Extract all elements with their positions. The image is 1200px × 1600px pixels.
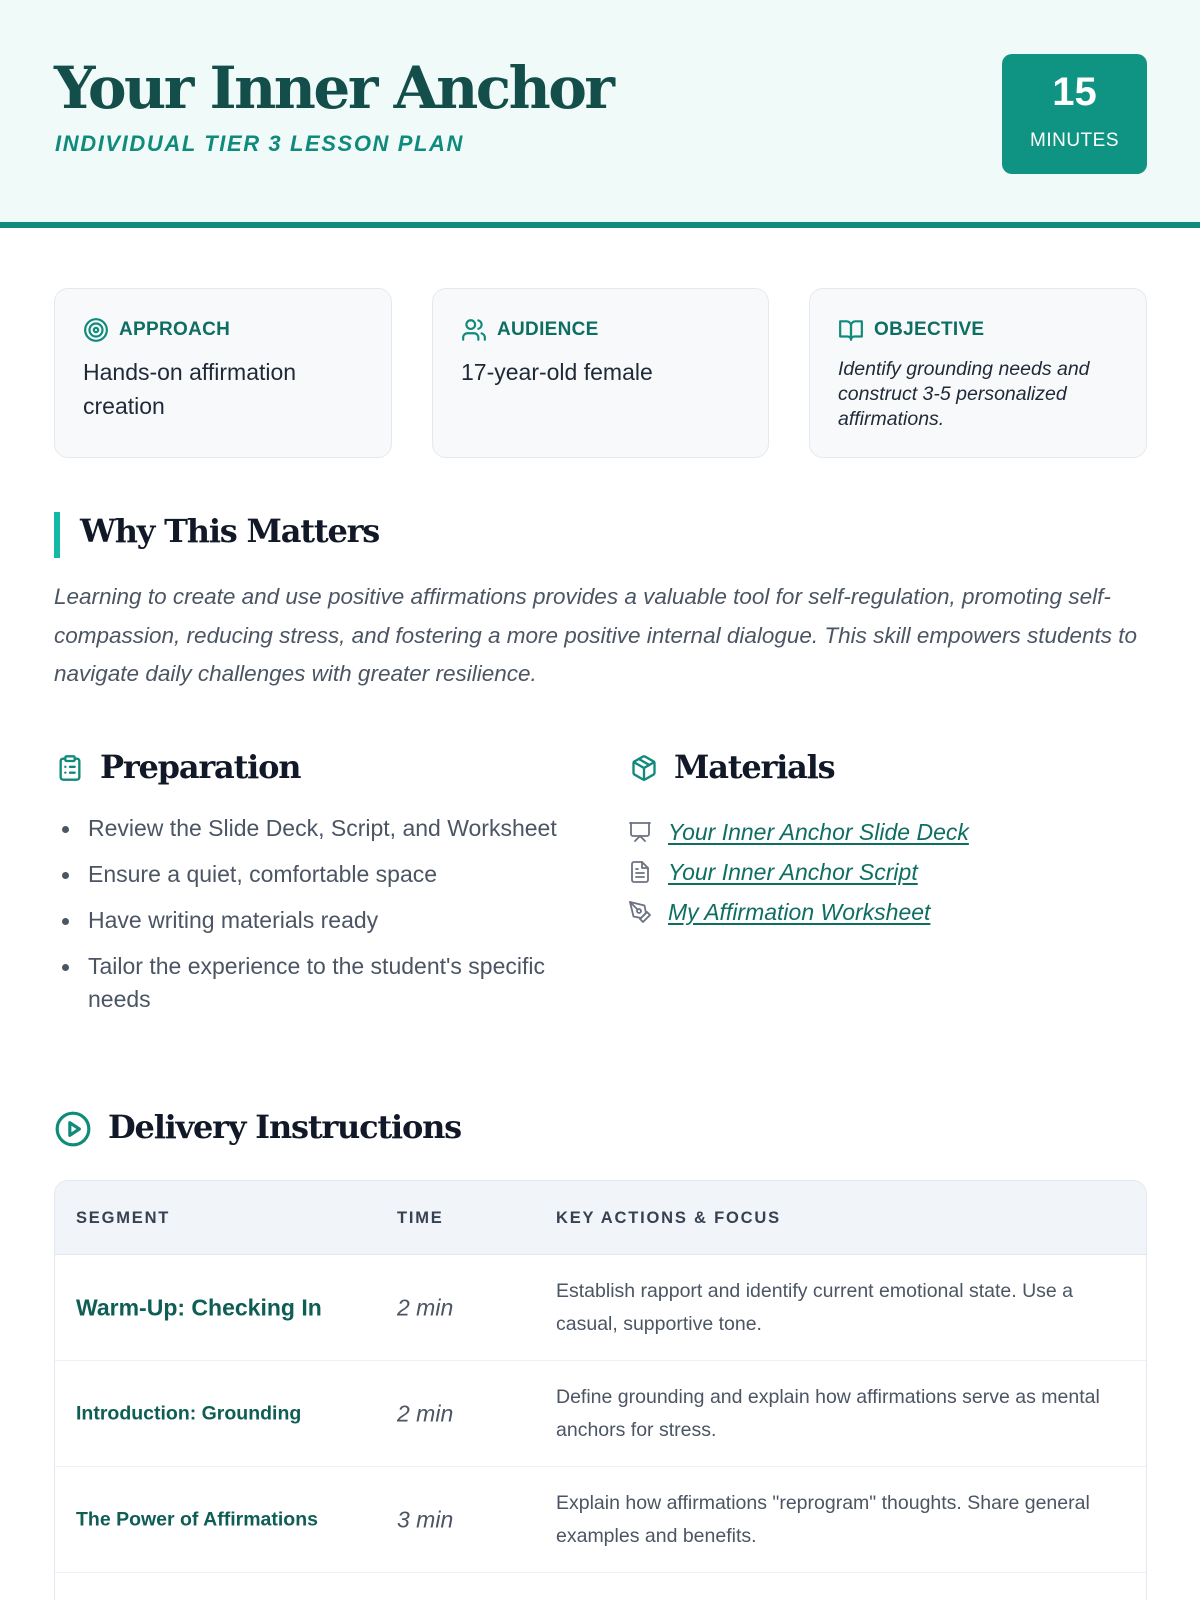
- file-text-icon: [628, 860, 652, 884]
- duration-value: 15: [1052, 70, 1097, 114]
- list-item: Tailor the experience to the student's specific needs: [60, 950, 560, 1016]
- preparation-list: [60, 812, 560, 1029]
- column-header-segment: SEGMENT: [76, 1209, 171, 1227]
- worksheet-link[interactable]: My Affirmation Worksheet: [668, 898, 931, 925]
- why-text: Learning to create and use positive affirmations provides a valuable tool for self-regulation, promoting self-compassion, reducing stress, and fostering a more positive internal dialogue. This skill empowers students to navigate daily challenges with greater resilience.: [54, 584, 1138, 686]
- audience-value: 17-year-old female: [461, 359, 653, 385]
- list-item: [628, 852, 1168, 892]
- materials-list: [628, 812, 1168, 932]
- segment-cell: The Power of Affirmations: [76, 1508, 318, 1530]
- column-header-focus: KEY ACTIONS & FOCUS: [556, 1209, 781, 1227]
- target-icon: [83, 317, 109, 343]
- focus-cell: Establish rapport and identify current emotional state. Use a casual, supportive tone.: [556, 1279, 1074, 1335]
- audience-label: AUDIENCE: [497, 319, 599, 340]
- duration-unit: MINUTES: [1030, 130, 1119, 151]
- focus-cell: Explain how affirmations "reprogram" thoughts. Share general examples and benefits.: [556, 1491, 1090, 1547]
- approach-card: [54, 288, 392, 458]
- segment-cell: Introduction: Grounding: [76, 1402, 302, 1424]
- why-heading: Why This Matters: [80, 512, 380, 550]
- column-header-time: TIME: [397, 1209, 444, 1227]
- script-link[interactable]: Your Inner Anchor Script: [668, 858, 918, 885]
- header: [0, 0, 1200, 228]
- objective-value: Identify grounding needs and construct 3-5 personalized affirmations.: [838, 358, 1090, 430]
- presentation-icon: [628, 820, 652, 844]
- page-subtitle: INDIVIDUAL TIER 3 LESSON PLAN: [55, 131, 465, 156]
- table-row: [55, 1255, 1146, 1361]
- focus-cell: Define grounding and explain how affirmations serve as mental anchors for stress.: [556, 1385, 1100, 1441]
- time-cell: 3 min: [397, 1506, 454, 1532]
- audience-card: [432, 288, 769, 458]
- time-cell: 2 min: [397, 1294, 454, 1320]
- clipboard-list-icon: [56, 754, 84, 782]
- objective-card: [809, 288, 1147, 458]
- time-cell: 2 min: [397, 1400, 454, 1426]
- package-icon: [630, 754, 658, 782]
- list-item: Have writing materials ready: [60, 904, 560, 937]
- list-item: Review the Slide Deck, Script, and Worksheet: [60, 812, 560, 845]
- play-circle-icon: [54, 1110, 92, 1148]
- approach-label: APPROACH: [119, 319, 231, 340]
- list-item: Ensure a quiet, comfortable space: [60, 858, 560, 891]
- segment-cell: Warm-Up: Checking In: [76, 1294, 322, 1320]
- delivery-heading: Delivery Instructions: [108, 1108, 461, 1146]
- preparation-heading: Preparation: [100, 748, 301, 786]
- objective-label: OBJECTIVE: [874, 319, 985, 340]
- materials-heading: Materials: [674, 748, 835, 786]
- slide-deck-link[interactable]: Your Inner Anchor Slide Deck: [668, 818, 969, 845]
- pen-tool-icon: [628, 900, 652, 924]
- duration-badge: [1002, 54, 1147, 174]
- table-header: [55, 1181, 1146, 1255]
- list-item: [628, 892, 1168, 932]
- approach-value: Hands-on affirmation creation: [83, 359, 297, 419]
- users-icon: [461, 317, 487, 343]
- section-accent-bar: [54, 512, 60, 558]
- table-row: [55, 1467, 1146, 1573]
- page-title: Your Inner Anchor: [54, 54, 613, 122]
- delivery-table: [54, 1180, 1147, 1600]
- list-item: [628, 812, 1168, 852]
- book-open-icon: [838, 317, 864, 343]
- table-row: [55, 1361, 1146, 1467]
